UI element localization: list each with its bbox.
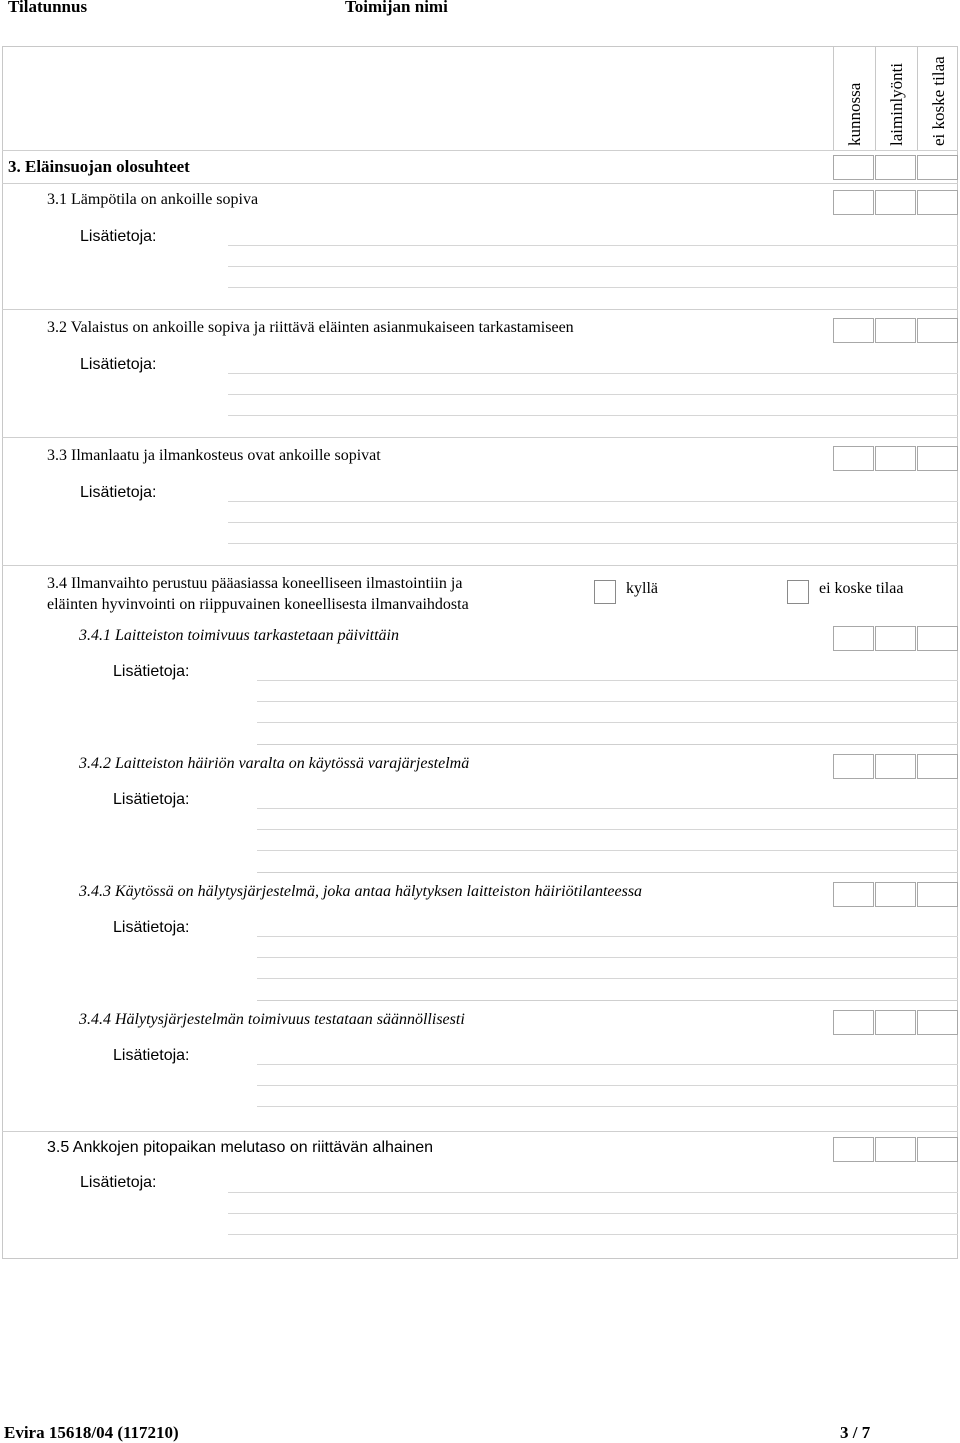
column-header-laiminlyonti: laiminlyönti — [875, 47, 917, 150]
section-checkbox-row[interactable] — [833, 155, 959, 180]
column-header-ei-koske-tilaa: ei koske tilaa — [917, 47, 959, 150]
item-3-3: 3.3 Ilmanlaatu ja ilmankosteus ovat ankoille sopivat — [47, 447, 381, 464]
info-line[interactable] — [228, 1192, 958, 1193]
info-line[interactable] — [257, 957, 958, 958]
info-line[interactable] — [257, 1106, 958, 1107]
row-separator — [2, 309, 958, 310]
info-line[interactable] — [228, 245, 958, 246]
info-line[interactable] — [228, 394, 958, 395]
info-line[interactable] — [228, 1234, 958, 1235]
info-line[interactable] — [257, 701, 958, 702]
item-3-1: 3.1 Lämpötila on ankoille sopiva — [47, 191, 259, 208]
info-line[interactable] — [257, 978, 958, 979]
info-line[interactable] — [257, 829, 958, 830]
item-3-2-checkboxes[interactable] — [833, 318, 959, 343]
item-3-4-4: 3.4.4 Hälytysjärjestelmän toimivuus testataan säännöllisesti — [79, 1011, 465, 1028]
item-3-4-2-checkboxes[interactable] — [833, 754, 959, 779]
row-separator — [2, 437, 958, 438]
header-separator — [2, 150, 958, 151]
info-line[interactable] — [228, 522, 958, 523]
kylla-label: kyllä — [626, 580, 658, 597]
row-separator — [257, 744, 958, 745]
info-label: Lisätietoja: — [113, 1047, 190, 1064]
info-line[interactable] — [228, 287, 958, 288]
ei-koske-tilaa-checkbox[interactable] — [787, 580, 809, 604]
info-label: Lisätietoja: — [80, 356, 157, 373]
footer-form-id: Evira 15618/04 (117210) — [4, 1423, 179, 1442]
item-3-2: 3.2 Valaistus on ankoille sopiva ja riittävä eläinten asianmukaiseen tarkastamiseen — [47, 319, 574, 336]
info-label: Lisätietoja: — [113, 919, 190, 936]
info-line[interactable] — [257, 680, 958, 681]
item-3-4-line1: 3.4 Ilmanvaihto perustuu pääasiassa koneelliseen ilmastointiin ja — [47, 575, 463, 592]
info-line[interactable] — [228, 501, 958, 502]
item-3-4-line2: eläinten hyvinvointi on riippuvainen koneellisesta ilmanvaihdosta — [47, 596, 469, 613]
info-line[interactable] — [228, 373, 958, 374]
info-line[interactable] — [257, 1085, 958, 1086]
row-separator — [2, 1131, 958, 1132]
item-3-5-checkboxes[interactable] — [833, 1137, 959, 1162]
info-label: Lisätietoja: — [113, 663, 190, 680]
item-3-4-3: 3.4.3 Käytössä on hälytysjärjestelmä, joka antaa hälytyksen laitteiston häiriötilanteessa — [79, 883, 643, 900]
info-line[interactable] — [257, 722, 958, 723]
item-3-4-2: 3.4.2 Laitteiston häiriön varalta on käytössä varajärjestelmä — [79, 755, 470, 772]
info-line[interactable] — [228, 543, 958, 544]
info-line[interactable] — [257, 850, 958, 851]
item-3-4-4-checkboxes[interactable] — [833, 1010, 959, 1035]
header-tilatunnus: Tilatunnus — [8, 0, 88, 16]
section-title: 3. Eläinsuojan olosuhteet — [8, 157, 190, 176]
ei-koske-tilaa-label: ei koske tilaa — [819, 580, 904, 597]
row-separator — [257, 872, 958, 873]
info-line[interactable] — [257, 1064, 958, 1065]
row-separator — [2, 565, 958, 566]
info-line[interactable] — [228, 266, 958, 267]
row-separator — [2, 183, 958, 184]
item-3-4-1: 3.4.1 Laitteiston toimivuus tarkastetaan päivittäin — [79, 627, 399, 644]
info-label: Lisätietoja: — [80, 1174, 157, 1191]
item-3-3-checkboxes[interactable] — [833, 446, 959, 471]
info-label: Lisätietoja: — [80, 484, 157, 501]
column-header-kunnossa: kunnossa — [833, 47, 875, 150]
info-line[interactable] — [228, 415, 958, 416]
info-line[interactable] — [257, 808, 958, 809]
info-line[interactable] — [228, 1213, 958, 1214]
item-3-1-checkboxes[interactable] — [833, 190, 959, 215]
info-line[interactable] — [257, 936, 958, 937]
item-3-4-3-checkboxes[interactable] — [833, 882, 959, 907]
info-label: Lisätietoja: — [113, 791, 190, 808]
item-3-4-1-checkboxes[interactable] — [833, 626, 959, 651]
info-label: Lisätietoja: — [80, 228, 157, 245]
header-toimijan-nimi: Toimijan nimi — [345, 0, 448, 16]
item-3-5: 3.5 Ankkojen pitopaikan melutaso on riittävän alhainen — [47, 1139, 434, 1156]
row-separator — [257, 1000, 958, 1001]
footer-page-number: 3 / 7 — [840, 1423, 871, 1442]
kylla-checkbox[interactable] — [594, 580, 616, 604]
